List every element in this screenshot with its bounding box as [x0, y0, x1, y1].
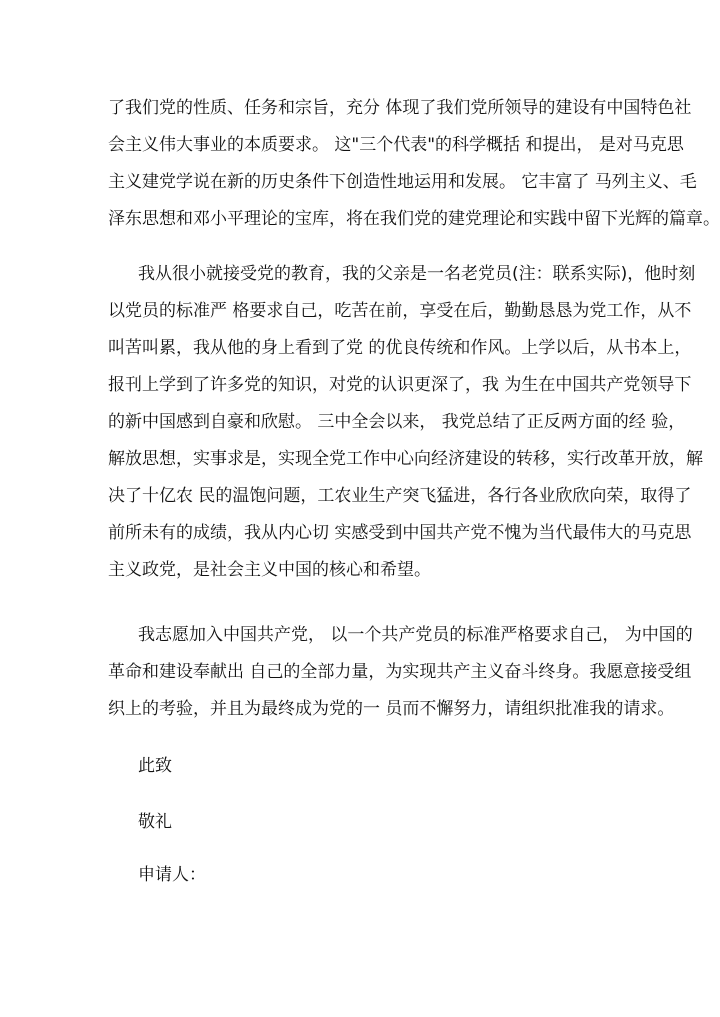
text-line: 的新中国感到自豪和欣慰。 三中全会以来， 我党总结了正反两方面的经 验，	[108, 412, 686, 432]
text-line: 以党员的标准严 格要求自己，吃苦在前，享受在后，勤勤恳恳为党工作，从不	[108, 301, 692, 321]
text-line: 了我们党的性质、任务和宗旨，充分 体现了我们党所领导的建设有中国特色社	[108, 98, 692, 118]
text-line: 会主义伟大事业的本质要求。 这"三个代表"的科学概括 和提出， 是对马克思	[108, 135, 684, 155]
regards: 敬礼	[138, 812, 172, 832]
text-line: 前所未有的成绩，我从内心切 实感受到中国共产党不愧为当代最伟大的马克思	[108, 523, 692, 543]
text-line: 主义政党，是社会主义中国的核心和希望。	[108, 560, 431, 580]
text-line: 泽东思想和邓小平理论的宝库，将在我们党的建党理论和实践中留下光辉的篇章。	[108, 209, 720, 229]
text-line: 解放思想，实事求是，实现全党工作中心向经济建设的转移，实行改革开放，解	[108, 449, 703, 469]
text-line: 报刊上学到了许多党的知识，对党的认识更深了，我 为生在中国共产党领导下	[108, 375, 692, 395]
text-line: 决了十亿农 民的温饱问题，工农业生产突飞猛进，各行各业欣欣向荣，取得了	[108, 486, 692, 506]
text-line: 织上的考验，并且为最终成为党的一 员而不懈努力，请组织批准我的请求。	[108, 699, 675, 719]
salutation: 此致	[138, 756, 172, 776]
text-line: 革命和建设奉献出 自己的全部力量，为实现共产主义奋斗终身。我愿意接受组	[108, 662, 692, 682]
applicant-label: 申请人：	[138, 865, 206, 885]
text-line: 我志愿加入中国共产党， 以一个共产党员的标准严格要求自己， 为中国的	[138, 625, 693, 645]
text-line: 我从很小就接受党的教育，我的父亲是一名老党员(注：联系实际)，他时刻	[138, 264, 696, 284]
text-line: 叫苦叫累，我从他的身上看到了党 的优良传统和作风。上学以后，从书本上，	[108, 338, 692, 358]
text-line: 主义建党学说在新的历史条件下创造性地运用和发展。 它丰富了 马列主义、毛	[108, 172, 697, 192]
